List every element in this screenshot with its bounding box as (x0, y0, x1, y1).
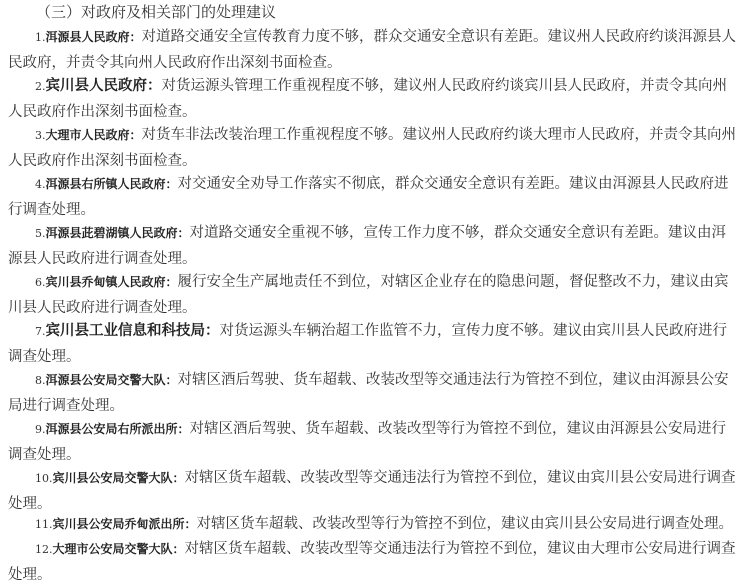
item-organization: 大理市人民政府： (45, 128, 142, 142)
item-number: 5. (35, 227, 46, 240)
item-text: 对货运源头管理工作重视程度不够，建议州人民政府约谈宾川县人民政府，并责令其向州人民政府作出深刻书面检查。 (8, 78, 727, 120)
item-text: 履行安全生产属地责任不到位，对辖区企业存在的隐患问题，督促整改不力，建议由宾川县人民政府进行调查处理。 (8, 274, 729, 316)
item-number: 12. (35, 543, 53, 556)
recommendation-item (8, 417, 738, 467)
item-text: 对货运源头车辆治超工作监管不力，宣传力度不够。建议由宾川县人民政府进行调查处理。 (8, 323, 727, 365)
recommendation-item (8, 25, 738, 75)
item-number: 3. (35, 129, 46, 142)
item-organization: 宾川县公安局乔甸派出所： (52, 517, 197, 531)
recommendation-item (8, 319, 738, 369)
item-text: 对道路交通安全宣传教育力度不够，群众交通安全意识有差距。建议州人民政府约谈洱源县人民政府，并责令其向州人民政府作出深刻书面检查。 (8, 29, 737, 71)
item-text: 对道路交通安全重视不够，宣传工作力度不够，群众交通安全意识有差距。建议由洱源县人民政府进行调查处理。 (8, 225, 727, 267)
item-organization: 宾川县乔甸镇人民政府： (45, 275, 178, 289)
item-organization: 大理市公安局交警大队： (52, 542, 185, 556)
item-text: 对货车非法改装治理工作重视程度不够。建议州人民政府约谈大理市人民政府，并责令其向州人民政府作出深刻书面检查。 (8, 127, 737, 169)
recommendation-item (8, 221, 738, 271)
recommendation-item (8, 270, 738, 320)
item-organization: 洱源县右所镇人民政府： (45, 177, 178, 191)
section-heading: （三）对政府及相关部门的处理建议 (36, 3, 277, 21)
item-text: 对辖区酒后驾驶、货车超载、改装改型等行为管控不到位，建议由洱源县公安局进行调查处理。 (8, 421, 727, 463)
item-number: 4. (35, 178, 46, 191)
item-organization: 洱源县人民政府： (45, 30, 142, 44)
item-number: 9. (35, 423, 46, 436)
recommendation-item (8, 123, 738, 173)
item-organization: 宾川县人民政府： (45, 78, 162, 94)
recommendation-item (8, 537, 738, 587)
item-organization: 洱源县茈碧湖镇人民政府： (45, 226, 190, 240)
item-number: 10. (35, 472, 53, 485)
item-number: 11. (35, 518, 53, 531)
item-number: 2. (35, 80, 46, 93)
item-number: 7. (35, 325, 46, 338)
recommendation-item (8, 74, 738, 124)
item-text: 对辖区货车超载、改装改型等行为管控不到位，建议由宾川县公安局进行调查处理。 (196, 516, 734, 532)
item-text: 对辖区酒后驾驶、货车超载、改装改型等交通违法行为管控不到位，建议由洱源县公安局进行调查处理。 (8, 372, 729, 414)
item-organization: 洱源县公安局右所派出所： (45, 422, 190, 436)
item-number: 8. (35, 374, 46, 387)
item-number: 1. (35, 31, 46, 44)
item-organization: 宾川县工业信息和科技局： (45, 323, 220, 339)
item-text: 对辖区货车超载、改装改型等交通违法行为管控不到位，建议由大理市公安局进行调查处理。 (8, 541, 736, 583)
item-number: 6. (35, 276, 46, 289)
recommendation-item (8, 172, 738, 222)
recommendation-item (8, 368, 738, 418)
item-text: 对辖区货车超载、改装改型等交通违法行为管控不到位，建议由宾川县公安局进行调查处理。 (8, 470, 736, 512)
item-organization: 洱源县公安局交警大队： (45, 373, 178, 387)
item-text: 对交通安全劝导工作落实不彻底，群众交通安全意识有差距。建议由洱源县人民政府进行调查处理。 (8, 176, 729, 218)
item-organization: 宾川县公安局交警大队： (52, 471, 185, 485)
recommendation-item (8, 512, 738, 538)
recommendation-item (8, 466, 738, 516)
